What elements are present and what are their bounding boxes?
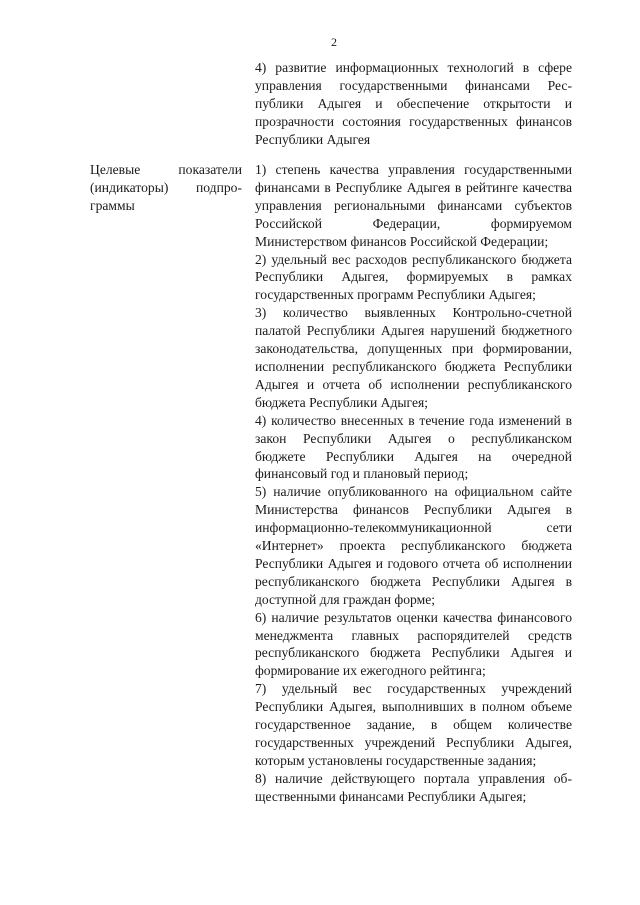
section-label-cell xyxy=(90,161,242,215)
indicator-item-4: 4) количество внесенных в течение года изменений в закон Республики Адыгея о республиканском бюджете Республики Адыгея на очередной финансовый год и плановый период; xyxy=(255,412,572,482)
section-label: Целевые показатели (индикаторы) подпрограммы xyxy=(90,162,242,213)
continuation-block xyxy=(255,59,572,149)
page-number: 2 xyxy=(331,35,337,49)
continuation-item: 4) развитие информационных технологий в сфере управления государственными финансами Республики Адыгея и обеспечение открытости и прозрачности состояния государственных финансов Республики Адыгея xyxy=(255,60,572,147)
indicator-item-7: 7) удельный вес государственных учреждений Республики Адыгея, выполнивших в полном объеме государственное задание, в общем количестве государственных учреждений Республики Адыгея, которым установлены государственные задания; xyxy=(255,681,572,768)
indicator-item-6: 6) наличие результатов оценки качества финансового менеджмента главных распорядителей средств республиканского бюджета Республики Адыгея и формирование их ежегодного рейтинга; xyxy=(255,609,572,679)
indicator-item-5: 5) наличие опубликованного на официальном сайте Министерства финансов Республики Адыгея в информационно-телекоммуникационной сети «Интернет» проекта республиканского бюджета Республики Адыгея и годового отчета об исполнении республиканского бюджета Республики Адыгея в доступной для граждан форме; xyxy=(255,484,572,607)
indicator-list xyxy=(255,161,572,806)
indicator-item-3: 3) количество выявленных Контрольно-счетной палатой Республики Адыгея нарушений бюджетного законодательства, допущенных при формировании, исполнении республиканского бюджета Республики Адыгея и отчета об исполнении республиканского бюджета Республики Адыгея; xyxy=(255,305,572,410)
indicator-item-1: 1) степень качества управления государственными финансами в Республике Адыгея в рейтинге качества управления региональными финансами субъектов Российской Федерации, формируемом Министерством финансов Российской Федерации; xyxy=(255,162,572,249)
indicator-item-8: 8) наличие действующего портала управления общественными финансами Республики Адыгея; xyxy=(255,770,572,804)
indicator-item-2: 2) удельный вес расходов республиканского бюджета Республики Адыгея, формируемых в рамках государственных программ Республики Адыгея; xyxy=(255,251,572,303)
